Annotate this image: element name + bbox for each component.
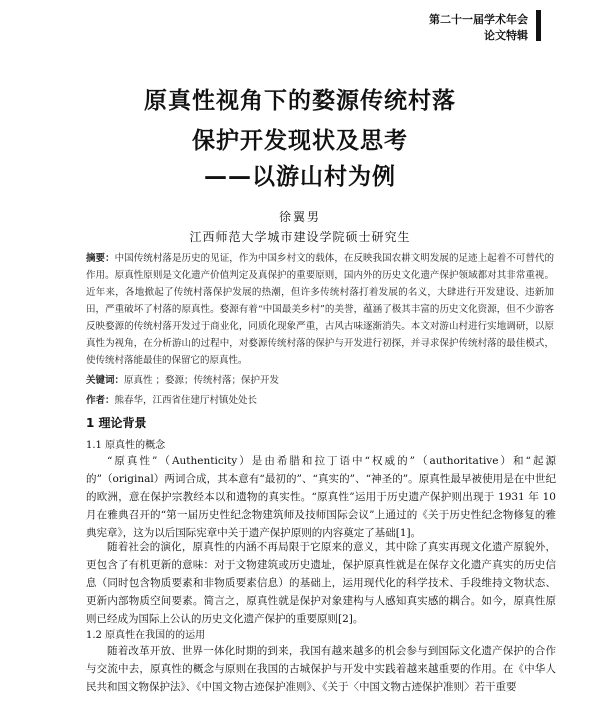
header-bar [536,10,541,41]
author-affiliation: 江西师范大学城市建设学院硕士研究生 [189,230,411,244]
keywords-text: 原真性 ；婺源；传统村落；保护开发 [124,375,280,386]
author-info-text: 熊春华，江西省住建厅村镇处处长 [114,395,258,406]
keywords-label: 关键词： [86,375,125,386]
running-header [429,12,528,44]
abstract [86,250,554,369]
section-heading: 1 理论背景 [86,416,147,430]
body-paragraph-2: 随着社会的演化，原真性的内涵不再局限于它原来的意义，其中除了真实再现文化遗产原貌外，更包含了有机更新的意味：对于文物建筑或历史遗址，保护原真性就是在保存文化遗产真实的历史信息（同时包含物质要素和非物质要素信息）的基础上，运用现代化的科学技术、手段维持文物状态、更新内部物质空间要素。简言之，原真性就是保护对象建构与人感知真实感的耦合。如今，原真性原则已经成为国际上公认的历史文化遗产保护的重要原则[2]。 [86,541,556,625]
title-line-1: 原真性视角下的婺源传统村落 [144,88,456,114]
subsection-heading-1: 1.1 原真性的概念 [86,440,166,451]
abstract-text: 中国传统村落是历史的见证，作为中国乡村文的载体，在反映我国农耕文明发展的足迹上起着不可替代的作用。原真性原则是文化遗产价值判定及真保护的重要原则，国内外的历史文化遗产保护领域都对其非常重视。近年来，各地掀起了传统村落保护发展的热潮，但许多传统村落打着发展的名义，大肆进行开发建设、违新加田，严重破坏了村落的原真性。婺源有着“中国最美乡村”的美誉，蕴涵了极其丰富的历史文化资源，但不少游客反映婺源的传统村落开发过于商业化，同质化现象严重，古风古味逐渐消失。本文对游山村进行实地调研，以原真性为视角，在分析游山的过程中，对婺源传统村落的保护与开发进行初探，并寻求保护传统村落的最佳模式，使传统村落能最佳的保留它的原真性。 [86,253,554,366]
abstract-label: 摘要： [86,253,115,264]
body-paragraph-1: “原真性”（Authenticity）是由希腊和拉丁语中“权威的”（authoritative）和“起源的”（original）两词合成，其本意有“最初的”、“真实的”、“神圣的”。原真性最早被使用是在中世纪的欧洲，意在保护宗教经本以和遗物的真实性。“原真性”运用于历史遗产保护则出现于 1931 年 10 月在雅典召开的“第一届历史性纪念物建筑师及技师国际会议”上通过的《关于历史性纪念物修复的雅典宪章》，这为以后国际宪章中关于遗产保护原则的内容奠定了基础[1]。 [86,455,556,539]
subsection-heading-2: 1.2 原真性在我国的的运用 [86,630,206,641]
collection-label: 论文特辑 [484,29,528,42]
body-paragraph-3: 随着改革开放、世界一体化时期的到来，我国有越来越多的机会参与到国际文化遗产保护的合作与交流中去，原真性的概念与原则在我国的古城保护与开发中实践着越来越重要的作用。在《中华人民共和国文物保护法》、《中国文物古迹保护准则》、《关于〈中国文物古迹保护准则〉若干重要 [86,645,556,693]
keywords [86,372,279,386]
title-line-3: ——以游山村为例 [204,164,396,190]
author-name: 徐翼男 [278,210,321,224]
author-info [86,392,257,406]
title-line-2: 保护开发现状及思考 [192,128,408,154]
conference-label: 第二十一届学术年会 [429,13,528,26]
author-info-label: 作者： [86,395,115,406]
